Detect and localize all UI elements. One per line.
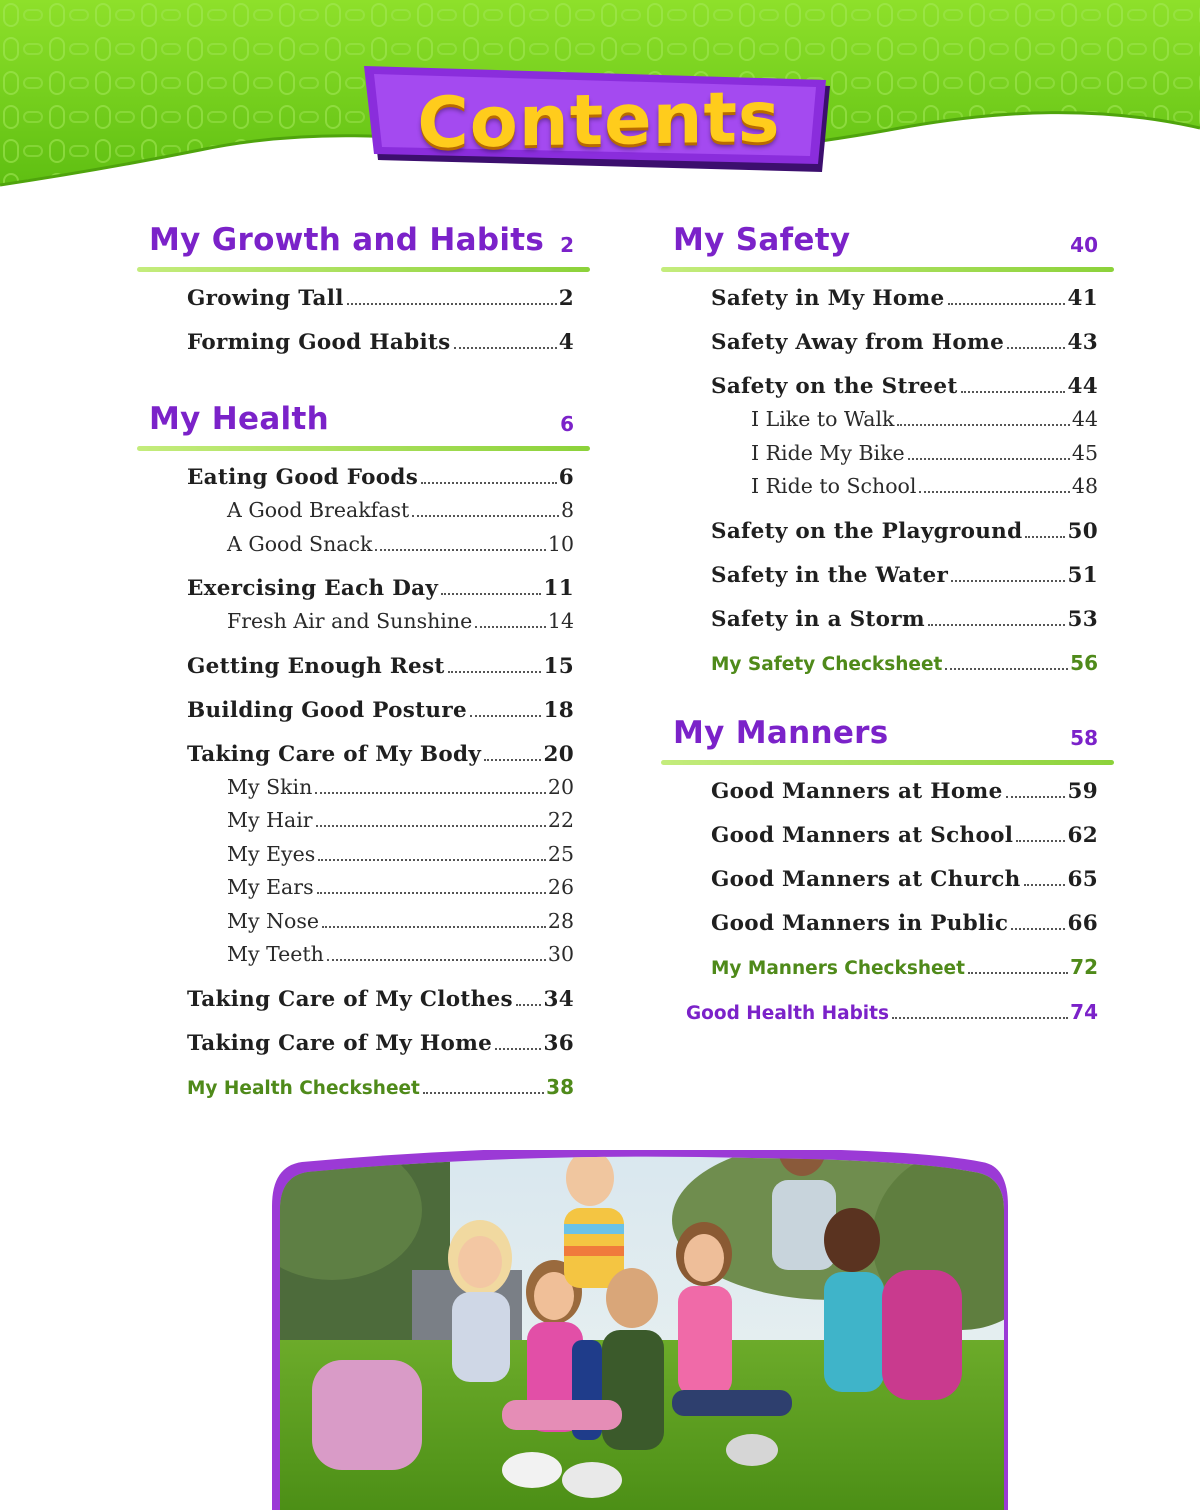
section-heading-growth — [137, 218, 590, 272]
toc-subentry[interactable]: A Good Breakfast 8 — [227, 498, 574, 522]
children-photo-illustration — [272, 1150, 1008, 1510]
toc-subentry[interactable]: My Hair 22 — [227, 808, 574, 832]
section-rule — [137, 267, 590, 272]
toc-entry[interactable]: Safety in the Water 51 — [711, 562, 1098, 588]
toc-checksheet-entry[interactable]: My Manners Checksheet 72 — [711, 954, 1098, 979]
toc-entry[interactable]: Good Manners in Public 66 — [711, 910, 1098, 936]
toc-entry[interactable]: Good Manners at Church 65 — [711, 866, 1098, 892]
toc-entry[interactable]: Taking Care of My Body 20 — [187, 741, 574, 767]
toc-entry[interactable]: Eating Good Foods 6 — [187, 465, 574, 490]
contents-right-column — [661, 218, 1114, 1034]
toc-entry[interactable]: Safety in My Home 41 — [711, 286, 1098, 311]
toc-subentry[interactable]: Fresh Air and Sunshine 14 — [227, 609, 574, 633]
section-page: 2 — [560, 233, 574, 257]
section-page: 58 — [1070, 725, 1098, 750]
toc-subentry[interactable]: My Nose 28 — [227, 908, 574, 933]
toc-subentry[interactable]: My Eyes 25 — [227, 841, 574, 866]
section-rule — [661, 760, 1114, 765]
toc-subentry[interactable]: A Good Snack 10 — [227, 531, 574, 556]
toc-subentry[interactable]: I Ride My Bike 45 — [751, 440, 1098, 465]
toc-appendix-entry[interactable]: Good Health Habits 74 — [686, 999, 1098, 1024]
section-heading-health — [137, 397, 590, 451]
toc-subentry[interactable]: I Like to Walk 44 — [751, 407, 1098, 431]
toc-entry[interactable]: Exercising Each Day 11 — [187, 576, 574, 601]
toc-entry[interactable]: Safety on the Street 44 — [711, 374, 1098, 399]
toc-entry[interactable]: Forming Good Habits 4 — [187, 330, 574, 355]
toc-entry[interactable]: Safety in a Storm 53 — [711, 606, 1098, 632]
toc-subentry[interactable]: My Ears 26 — [227, 875, 574, 899]
toc-checksheet-entry[interactable]: My Health Checksheet 38 — [187, 1074, 574, 1099]
toc-entry[interactable]: Good Manners at School 62 — [711, 822, 1098, 848]
section-rule — [661, 267, 1114, 272]
section-title: My Safety — [673, 222, 851, 258]
toc-entry[interactable]: Safety on the Playground 50 — [711, 518, 1098, 544]
toc-entry[interactable]: Safety Away from Home 43 — [711, 330, 1098, 355]
toc-subentry[interactable]: My Skin 20 — [227, 774, 574, 799]
section-heading-safety — [661, 218, 1114, 272]
section-title: My Growth and Habits — [149, 222, 545, 258]
section-heading-manners — [661, 711, 1114, 765]
section-page: 6 — [560, 412, 574, 436]
toc-entry[interactable]: Growing Tall 2 — [187, 286, 574, 311]
toc-entry[interactable]: Taking Care of My Home 36 — [187, 1030, 574, 1056]
section-page: 40 — [1070, 233, 1098, 257]
toc-entry[interactable]: Building Good Posture 18 — [187, 697, 574, 723]
toc-entry[interactable]: Taking Care of My Clothes 34 — [187, 986, 574, 1012]
contents-left-column — [137, 218, 590, 1109]
page-title: Contents — [417, 75, 781, 165]
toc-subentry[interactable]: I Ride to School 48 — [751, 474, 1098, 498]
section-rule — [137, 446, 590, 451]
section-title: My Manners — [673, 714, 889, 751]
children-photo — [272, 1150, 1008, 1510]
toc-subentry[interactable]: My Teeth 30 — [227, 942, 574, 966]
toc-entry[interactable]: Good Manners at Home 59 — [711, 778, 1098, 804]
toc-entry[interactable]: Getting Enough Rest 15 — [187, 653, 574, 679]
section-title: My Health — [149, 401, 329, 437]
toc-checksheet-entry[interactable]: My Safety Checksheet 56 — [711, 650, 1098, 675]
